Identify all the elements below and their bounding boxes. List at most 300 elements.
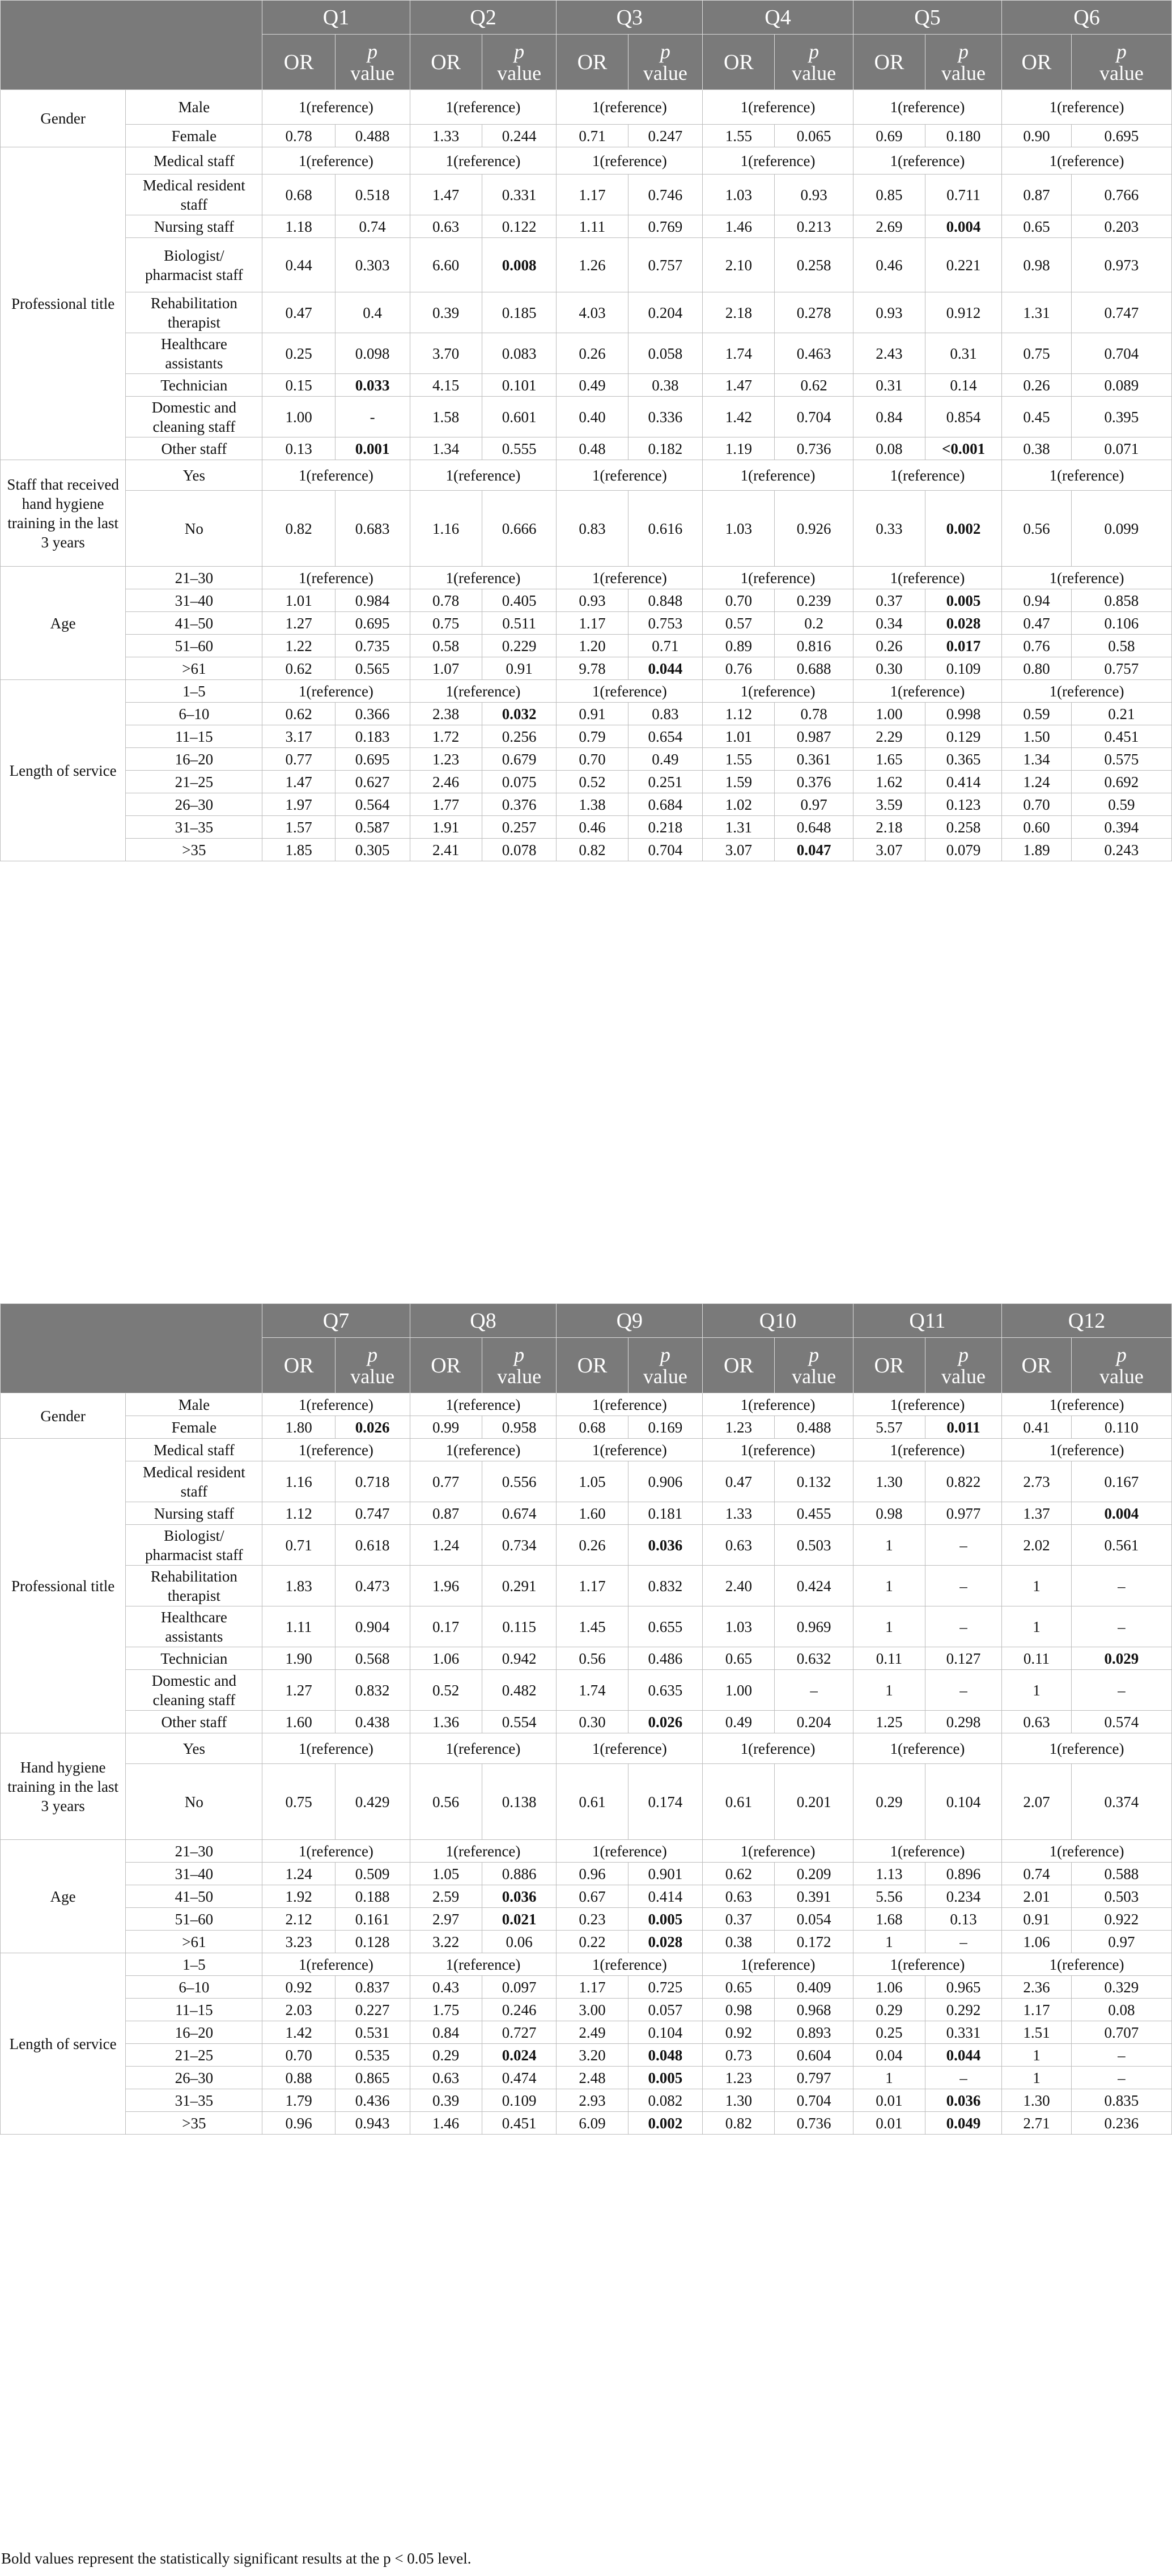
or-value: 1.12 xyxy=(262,1502,335,1525)
or-value: 0.65 xyxy=(1002,215,1072,238)
p-value: 0.017 xyxy=(925,635,1002,657)
p-value: 0.886 xyxy=(482,1863,557,1885)
header-blank xyxy=(1,1,262,90)
reference-cell: 1(reference) xyxy=(557,1439,703,1461)
reference-cell: 1(reference) xyxy=(703,460,853,491)
p-value: 0.618 xyxy=(335,1525,410,1566)
p-value: 0.002 xyxy=(925,491,1002,567)
or-value: 1.37 xyxy=(1002,1502,1072,1525)
p-value: 0.735 xyxy=(335,635,410,657)
or-value: 1.46 xyxy=(410,2112,482,2135)
p-value: 0.002 xyxy=(628,2112,703,2135)
or-value: 0.75 xyxy=(262,1764,335,1840)
p-value: 0.704 xyxy=(628,839,703,861)
or-value: 0.83 xyxy=(557,491,628,567)
row-label: 11–15 xyxy=(126,725,262,748)
p-value: 0.688 xyxy=(775,657,853,680)
or-value: 2.59 xyxy=(410,1885,482,1908)
reference-cell: 1(reference) xyxy=(557,1733,703,1764)
or-value: 2.40 xyxy=(703,1566,775,1606)
p-value: 0.747 xyxy=(335,1502,410,1525)
p-value: 0.004 xyxy=(1071,1502,1171,1525)
or-value: 0.65 xyxy=(703,1647,775,1670)
table-row xyxy=(1,147,1172,175)
or-value: 0.29 xyxy=(853,1764,925,1840)
or-value: 1.42 xyxy=(262,2021,335,2044)
p-value: 0.725 xyxy=(628,1976,703,1999)
p-value: 0.429 xyxy=(335,1764,410,1840)
p-value: 0.292 xyxy=(925,1999,1002,2021)
p-value: 0.655 xyxy=(628,1606,703,1647)
row-label: Domestic and cleaning staff xyxy=(126,397,262,437)
or-value: 0.92 xyxy=(262,1976,335,1999)
p-value: 0.026 xyxy=(335,1416,410,1439)
p-value: 0.901 xyxy=(628,1863,703,1885)
p-value: 0.329 xyxy=(1071,1976,1171,1999)
reference-cell: 1(reference) xyxy=(703,1393,853,1416)
reference-cell: 1(reference) xyxy=(410,1840,557,1863)
p-value: 0.028 xyxy=(925,612,1002,635)
or-value: 0.77 xyxy=(410,1461,482,1502)
p-value: 0.021 xyxy=(482,1908,557,1931)
p-value: 0.704 xyxy=(775,397,853,437)
p-value: 0.616 xyxy=(628,491,703,567)
or-value: 1 xyxy=(853,1606,925,1647)
p-value: 0.674 xyxy=(482,1502,557,1525)
p-value: 0.257 xyxy=(482,816,557,839)
question-header-q2: Q2 xyxy=(410,1,557,35)
p-value-header: p value xyxy=(628,35,703,90)
or-value: 0.38 xyxy=(1002,437,1072,460)
or-value: 1.50 xyxy=(1002,725,1072,748)
or-value: 3.22 xyxy=(410,1931,482,1953)
or-value: 0.71 xyxy=(557,125,628,147)
or-value: 0.91 xyxy=(557,703,628,725)
or-value: 0.34 xyxy=(853,612,925,635)
or-value: 1.03 xyxy=(703,491,775,567)
or-value: 1.02 xyxy=(703,793,775,816)
or-value: 1.96 xyxy=(410,1566,482,1606)
question-header-q1: Q1 xyxy=(262,1,410,35)
or-value: 1.23 xyxy=(410,748,482,771)
or-header: OR xyxy=(557,35,628,90)
p-value: 0.029 xyxy=(1071,1647,1171,1670)
p-value: 0.998 xyxy=(925,703,1002,725)
p-value: – xyxy=(775,1670,853,1711)
or-value: 3.07 xyxy=(703,839,775,861)
or-value: 0.33 xyxy=(853,491,925,567)
p-value: 0.221 xyxy=(925,238,1002,292)
p-value: 0.436 xyxy=(335,2089,410,2112)
reference-cell: 1(reference) xyxy=(410,90,557,125)
p-value: 0.568 xyxy=(335,1647,410,1670)
p-value-header: p value xyxy=(482,1338,557,1393)
p-value: 0.106 xyxy=(1071,612,1171,635)
p-value: 0.005 xyxy=(628,2067,703,2089)
p-value: 0.174 xyxy=(628,1764,703,1840)
question-header-q5: Q5 xyxy=(853,1,1001,35)
p-value: 0.057 xyxy=(628,1999,703,2021)
p-value: 0.587 xyxy=(335,816,410,839)
or-value: 1.79 xyxy=(262,2089,335,2112)
reference-cell: 1(reference) xyxy=(410,1733,557,1764)
or-value: 2.12 xyxy=(262,1908,335,1931)
p-value: 0.414 xyxy=(925,771,1002,793)
table-row xyxy=(1,839,1172,861)
row-label: Healthcare assistants xyxy=(126,333,262,374)
or-value: 0.84 xyxy=(410,2021,482,2044)
reference-cell: 1(reference) xyxy=(703,1840,853,1863)
row-label: Medical staff xyxy=(126,147,262,175)
or-value: 1.12 xyxy=(703,703,775,725)
table-row xyxy=(1,771,1172,793)
p-value: 0.011 xyxy=(925,1416,1002,1439)
or-value: 0.67 xyxy=(557,1885,628,1908)
p-value: 0.026 xyxy=(628,1711,703,1733)
or-value: 1.13 xyxy=(853,1863,925,1885)
row-label: >35 xyxy=(126,2112,262,2135)
p-value: 0.044 xyxy=(925,2044,1002,2067)
or-value: 1.06 xyxy=(853,1976,925,1999)
row-label: 1–5 xyxy=(126,1953,262,1976)
p-value: <0.001 xyxy=(925,437,1002,460)
or-value: 0.78 xyxy=(410,589,482,612)
row-label: 1–5 xyxy=(126,680,262,703)
table-row xyxy=(1,2021,1172,2044)
or-value: 1.31 xyxy=(703,816,775,839)
row-label: 16–20 xyxy=(126,748,262,771)
or-value: 1 xyxy=(853,1931,925,1953)
p-value: 0.718 xyxy=(335,1461,410,1502)
or-value: 0.25 xyxy=(262,333,335,374)
or-value: 0.62 xyxy=(262,703,335,725)
p-value: 0.455 xyxy=(775,1502,853,1525)
p-value: 0.503 xyxy=(1071,1885,1171,1908)
table-row xyxy=(1,2067,1172,2089)
table-row xyxy=(1,491,1172,567)
or-value: 1 xyxy=(853,1670,925,1711)
row-label: 31–40 xyxy=(126,589,262,612)
or-value: 1.31 xyxy=(1002,292,1072,333)
or-value: 0.47 xyxy=(1002,612,1072,635)
reference-cell: 1(reference) xyxy=(557,90,703,125)
or-value: 1 xyxy=(1002,1566,1072,1606)
reference-cell: 1(reference) xyxy=(262,680,410,703)
p-value: 0.965 xyxy=(925,1976,1002,1999)
p-value: 0.531 xyxy=(335,2021,410,2044)
p-value: 0.797 xyxy=(775,2067,853,2089)
or-value: 1 xyxy=(1002,1606,1072,1647)
p-value: 0.239 xyxy=(775,589,853,612)
p-value: 0.128 xyxy=(335,1931,410,1953)
or-value: 1.11 xyxy=(262,1606,335,1647)
row-label: 31–35 xyxy=(126,816,262,839)
row-label: 11–15 xyxy=(126,1999,262,2021)
row-label: 16–20 xyxy=(126,2021,262,2044)
p-value: 0.083 xyxy=(482,333,557,374)
table-row xyxy=(1,1711,1172,1733)
or-value: 1.85 xyxy=(262,839,335,861)
reference-cell: 1(reference) xyxy=(410,1953,557,1976)
or-value: 0.63 xyxy=(703,1885,775,1908)
or-value: 1.77 xyxy=(410,793,482,816)
table-row xyxy=(1,1439,1172,1461)
p-value: 0.451 xyxy=(482,2112,557,2135)
p-value: 0.185 xyxy=(482,292,557,333)
or-value: 1.00 xyxy=(703,1670,775,1711)
row-label: Nursing staff xyxy=(126,215,262,238)
p-value: 0.707 xyxy=(1071,2021,1171,2044)
or-value: 1.20 xyxy=(557,635,628,657)
question-header-q8: Q8 xyxy=(410,1304,557,1338)
p-value: 0.736 xyxy=(775,2112,853,2135)
p-value: 0.627 xyxy=(335,771,410,793)
or-value: 0.30 xyxy=(557,1711,628,1733)
table-row xyxy=(1,1393,1172,1416)
p-value: 0.409 xyxy=(775,1976,853,1999)
p-value: 0.58 xyxy=(1071,635,1171,657)
row-label: 31–35 xyxy=(126,2089,262,2112)
p-value: 0.482 xyxy=(482,1670,557,1711)
or-value: 0.63 xyxy=(410,215,482,238)
table-row xyxy=(1,589,1172,612)
p-value: 0.704 xyxy=(1071,333,1171,374)
or-value: 0.78 xyxy=(262,125,335,147)
p-value: 0.008 xyxy=(482,238,557,292)
or-header: OR xyxy=(410,1338,482,1393)
p-value: 0.679 xyxy=(482,748,557,771)
p-value: 0.204 xyxy=(775,1711,853,1733)
p-value: 0.816 xyxy=(775,635,853,657)
or-value: 0.84 xyxy=(853,397,925,437)
p-value: 0.509 xyxy=(335,1863,410,1885)
or-header: OR xyxy=(703,35,775,90)
or-value: 1.60 xyxy=(557,1502,628,1525)
or-value: 0.41 xyxy=(1002,1416,1072,1439)
or-value: 1.03 xyxy=(703,1606,775,1647)
or-value: 0.79 xyxy=(557,725,628,748)
reference-cell: 1(reference) xyxy=(853,1953,1001,1976)
or-value: 0.38 xyxy=(703,1931,775,1953)
table-row xyxy=(1,748,1172,771)
or-value: 6.09 xyxy=(557,2112,628,2135)
reference-cell: 1(reference) xyxy=(410,567,557,589)
p-value: 0.574 xyxy=(1071,1711,1171,1733)
or-value: 1.07 xyxy=(410,657,482,680)
table-row xyxy=(1,2112,1172,2135)
row-label: Biologist/ pharmacist staff xyxy=(126,238,262,292)
p-value: 0.044 xyxy=(628,657,703,680)
p-value: 0.648 xyxy=(775,816,853,839)
or-value: 2.48 xyxy=(557,2067,628,2089)
or-value: 2.93 xyxy=(557,2089,628,2112)
table-row xyxy=(1,1953,1172,1976)
row-label: >61 xyxy=(126,1931,262,1953)
or-value: 1.27 xyxy=(262,612,335,635)
or-value: 0.26 xyxy=(1002,374,1072,397)
table-row xyxy=(1,1606,1172,1647)
p-value-header: p value xyxy=(775,1338,853,1393)
or-value: 1.80 xyxy=(262,1416,335,1439)
p-value: 0.058 xyxy=(628,333,703,374)
p-value: 0.204 xyxy=(628,292,703,333)
p-value: 0.376 xyxy=(775,771,853,793)
reference-cell: 1(reference) xyxy=(703,1733,853,1764)
p-value: 0.604 xyxy=(775,2044,853,2067)
results-table-q1-q6 xyxy=(0,0,1172,861)
p-value: 0.565 xyxy=(335,657,410,680)
p-value: 0.601 xyxy=(482,397,557,437)
p-value: 0.942 xyxy=(482,1647,557,1670)
p-value: 0.209 xyxy=(775,1863,853,1885)
or-value: 1.83 xyxy=(262,1566,335,1606)
or-value: 2.29 xyxy=(853,725,925,748)
p-value-header: p value xyxy=(925,35,1002,90)
p-value: 0.08 xyxy=(1071,1999,1171,2021)
or-value: 0.37 xyxy=(853,589,925,612)
or-value: 1.24 xyxy=(262,1863,335,1885)
table-row xyxy=(1,1931,1172,1953)
or-value: 0.82 xyxy=(262,491,335,567)
reference-cell: 1(reference) xyxy=(1002,567,1172,589)
p-value: 0.127 xyxy=(925,1647,1002,1670)
reference-cell: 1(reference) xyxy=(1002,460,1172,491)
or-value: 2.38 xyxy=(410,703,482,725)
p-value: 0.395 xyxy=(1071,397,1171,437)
or-value: 0.63 xyxy=(703,1525,775,1566)
row-label: Yes xyxy=(126,1733,262,1764)
or-value: 1.74 xyxy=(557,1670,628,1711)
p-value: – xyxy=(1071,1606,1171,1647)
or-value: 0.98 xyxy=(703,1999,775,2021)
row-label: Female xyxy=(126,1416,262,1439)
reference-cell: 1(reference) xyxy=(262,1393,410,1416)
p-value: 0.243 xyxy=(1071,839,1171,861)
p-value: 0.331 xyxy=(482,175,557,215)
or-value: 0.26 xyxy=(557,333,628,374)
p-value: 0.858 xyxy=(1071,589,1171,612)
p-value: 0.101 xyxy=(482,374,557,397)
or-value: 0.26 xyxy=(853,635,925,657)
p-value: 0.078 xyxy=(482,839,557,861)
or-value: 1.74 xyxy=(703,333,775,374)
reference-cell: 1(reference) xyxy=(262,147,410,175)
or-value: 0.23 xyxy=(557,1908,628,1931)
p-value: – xyxy=(1071,1566,1171,1606)
p-value: 0.711 xyxy=(925,175,1002,215)
table-row xyxy=(1,1999,1172,2021)
p-value: 0.635 xyxy=(628,1670,703,1711)
or-value: 1.75 xyxy=(410,1999,482,2021)
p-value: 0.394 xyxy=(1071,816,1171,839)
row-label: Technician xyxy=(126,1647,262,1670)
p-value: 0.305 xyxy=(335,839,410,861)
or-value: 0.68 xyxy=(262,175,335,215)
reference-cell: 1(reference) xyxy=(853,1733,1001,1764)
or-value: 0.70 xyxy=(262,2044,335,2067)
or-value: 3.70 xyxy=(410,333,482,374)
or-value: 0.90 xyxy=(1002,125,1072,147)
or-value: 0.49 xyxy=(703,1711,775,1733)
or-value: 0.11 xyxy=(853,1647,925,1670)
p-value: 0.048 xyxy=(628,2044,703,2067)
reference-cell: 1(reference) xyxy=(557,147,703,175)
p-value: 0.555 xyxy=(482,437,557,460)
p-value: 0.099 xyxy=(1071,491,1171,567)
reference-cell: 1(reference) xyxy=(1002,90,1172,125)
p-value: 0.757 xyxy=(1071,657,1171,680)
or-value: 1.36 xyxy=(410,1711,482,1733)
row-label: No xyxy=(126,491,262,567)
row-label: Male xyxy=(126,90,262,125)
table-row xyxy=(1,292,1172,333)
p-value: 0.181 xyxy=(628,1502,703,1525)
p-value: 0.115 xyxy=(482,1606,557,1647)
p-value: 0.97 xyxy=(1071,1931,1171,1953)
or-header: OR xyxy=(557,1338,628,1393)
table-row xyxy=(1,703,1172,725)
p-value: 0.236 xyxy=(1071,2112,1171,2135)
p-value: 0.049 xyxy=(925,2112,1002,2135)
or-value: 0.82 xyxy=(557,839,628,861)
or-value: 0.48 xyxy=(557,437,628,460)
or-value: 1 xyxy=(1002,1670,1072,1711)
or-value: 2.07 xyxy=(1002,1764,1072,1840)
p-value: 0.753 xyxy=(628,612,703,635)
p-value: 0.405 xyxy=(482,589,557,612)
p-value: 0.695 xyxy=(1071,125,1171,147)
p-value: 0.213 xyxy=(775,215,853,238)
or-value: 0.46 xyxy=(557,816,628,839)
p-value: 0.036 xyxy=(482,1885,557,1908)
p-value: 0.21 xyxy=(1071,703,1171,725)
or-value: 1.59 xyxy=(703,771,775,793)
table-row xyxy=(1,333,1172,374)
or-value: 1.05 xyxy=(410,1863,482,1885)
p-value: 0.766 xyxy=(1071,175,1171,215)
row-label: Nursing staff xyxy=(126,1502,262,1525)
table-row xyxy=(1,1840,1172,1863)
group-label: Gender xyxy=(1,1393,126,1439)
or-value: 1.23 xyxy=(703,2067,775,2089)
table-row xyxy=(1,725,1172,748)
p-value-header: p value xyxy=(335,35,410,90)
or-value: 1.17 xyxy=(557,1976,628,1999)
or-value: 0.91 xyxy=(1002,1908,1072,1931)
or-value: 3.23 xyxy=(262,1931,335,1953)
or-value: 0.52 xyxy=(557,771,628,793)
p-value: 0.654 xyxy=(628,725,703,748)
or-value: 9.78 xyxy=(557,657,628,680)
or-value: 1.46 xyxy=(703,215,775,238)
p-value: 0.746 xyxy=(628,175,703,215)
reference-cell: 1(reference) xyxy=(262,90,410,125)
row-label: Healthcare assistants xyxy=(126,1606,262,1647)
p-value: 0.201 xyxy=(775,1764,853,1840)
or-value: 0.61 xyxy=(703,1764,775,1840)
reference-cell: 1(reference) xyxy=(262,1953,410,1976)
or-value: 1.65 xyxy=(853,748,925,771)
p-value: 0.518 xyxy=(335,175,410,215)
or-value: 0.92 xyxy=(703,2021,775,2044)
p-value: 0.123 xyxy=(925,793,1002,816)
question-header-q12: Q12 xyxy=(1002,1304,1172,1338)
row-label: Technician xyxy=(126,374,262,397)
or-value: 1.23 xyxy=(703,1416,775,1439)
p-value: – xyxy=(1071,2067,1171,2089)
or-value: 1.91 xyxy=(410,816,482,839)
p-value: 0.374 xyxy=(1071,1764,1171,1840)
